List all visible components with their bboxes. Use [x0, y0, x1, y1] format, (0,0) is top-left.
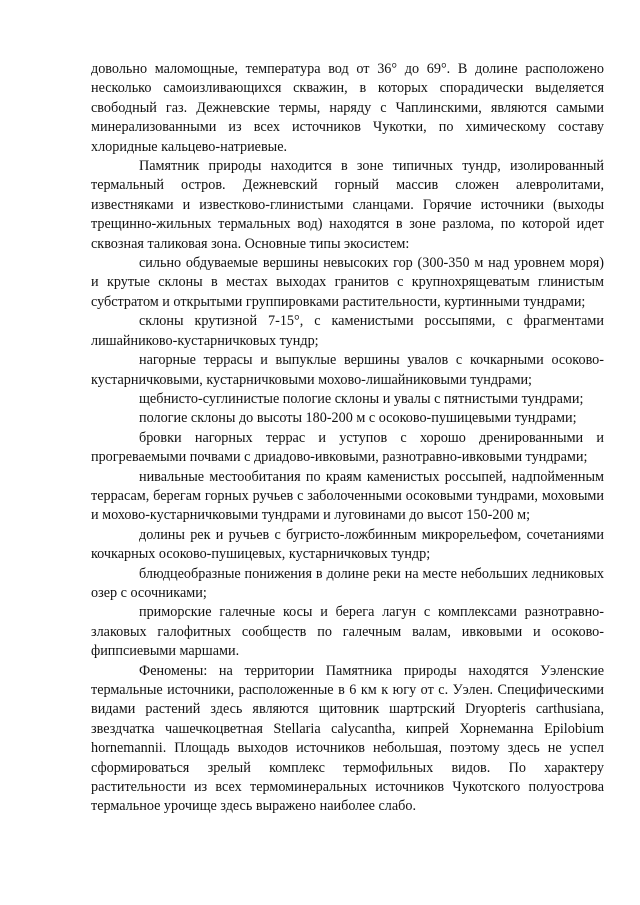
paragraph-phenomena: Феномены: на территории Памятника природы находятся Уэленские термальные источники, расположенные в 6 км к югу от с. Уэлен. Специфическими видами растений здесь являются щитовник шартрский Dryopteris carthusiana, звездчатка чашечкоцветная Stellaria calycantha, кипрей Хорнеманна Epilobium hornemannii. Площадь выходов источников небольшая, поэтому здесь не успел сформироваться зрелый комплекс термофильных видов. По характеру растительности из всех термоминеральных источников Чукотского полуострова термальное урочище здесь выражено наиболее слабо.	[91, 662, 604, 815]
ecosystem-item: долины рек и ручьев с бугристо-ложбинным микрорельефом, сочетаниями кочкарных осоково-пушицевых, кустарничковых тундр;	[91, 526, 604, 563]
ecosystem-item: сильно обдуваемые вершины невысоких гор (300-350 м над уровнем моря) и крутые склоны в местах выходах гранитов с крупнохрящеватым глинистым субстратом и открытыми группировками растительности, куртинными тундрами;	[91, 255, 604, 310]
paragraph-water-description: довольно маломощные, температура вод от 36° до 69°. В долине расположено несколько самоизливающихся скважин, в которых спорадически выделяется свободный газ. Дежневские термы, наряду с Чаплинскими, являются самыми минерализованными из всех источников Чукотки, по химическому составу хлоридные кальцево-натриевые.	[91, 61, 604, 155]
ecosystem-item: бровки нагорных террас и уступов с хорошо дренированными и прогреваемыми почвами с дриадово-ивковыми, разнотравно-ивковыми тундрами;	[91, 429, 604, 466]
ecosystem-item: нагорные террасы и выпуклые вершины увалов с кочкарными осоково-кустарничковыми, кустарничковыми мохово-лишайниковыми тундрами;	[91, 352, 604, 388]
ecosystem-item: блюдцеобразные понижения в долине реки на месте небольших ледниковых озер с осочниками;	[91, 565, 604, 601]
ecosystem-item: пологие склоны до высоты 180-200 м с осоково-пушицевыми тундрами;	[139, 410, 577, 427]
paragraph-monument-overview: Памятник природы находится в зоне типичных тундр, изолированный термальный остров. Дежневский горный массив сложен алевролитами, известняками и известково-глинистыми сланцами. Горячие источники (выходы трещинно-жильных термальных вод) находятся в зоне разлома, по которой идет сквозная таликовая зона. Основные типы экосистем:	[91, 158, 604, 252]
document-page	[91, 60, 604, 817]
ecosystem-item: щебнисто-суглинистые пологие склоны и увалы с пятнистыми тундрами;	[139, 390, 584, 407]
ecosystem-item: нивальные местообитания по краям каменистых россыпей, надпойменным террасам, берегам горных ручьев с заболоченными осоковыми тундрами, моховыми и мохово-кустарничковыми тундрами и луговинами до высот 150-200 м;	[91, 468, 604, 524]
ecosystem-item: склоны крутизной 7-15°, с каменистыми россыпями, с фрагментами лишайниково-кустарничковых тундр;	[91, 313, 604, 349]
ecosystem-item: приморские галечные косы и берега лагун с комплексами разнотравно-злаковых галофитных сообществ по галечным валам, ивковыми и осоково-фиппсиевыми маршами.	[91, 604, 604, 660]
